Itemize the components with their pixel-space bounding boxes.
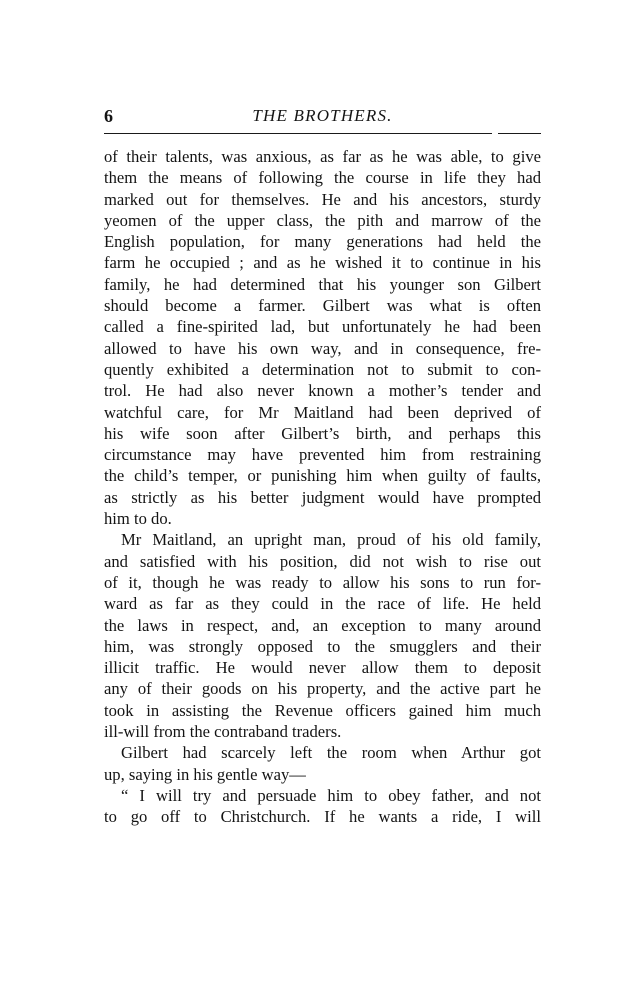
running-title: THE BROTHERS. — [252, 106, 393, 125]
text-line: up, saying in his gentle way— — [104, 764, 306, 784]
text-line: Gilbert had scarcely left the room when Arthur got — [121, 743, 541, 763]
text-line: English population, for many generations had held the — [104, 232, 541, 252]
text-line: watchful care, for Mr Maitland had been deprived of — [104, 402, 541, 422]
text-line: the child’s temper, or punishing him when guilty of faults, — [104, 466, 541, 486]
text-line: farm he occupied ; and as he wished it to continue in his — [104, 253, 541, 273]
header-rule — [104, 133, 492, 134]
text-line: of it, though he was ready to allow his sons to run for- — [104, 572, 541, 592]
text-line: of their talents, was anxious, as far as he was able, to give — [104, 147, 541, 166]
text-line: family, he had determined that his younger son Gilbert — [104, 274, 541, 294]
text-line: yeomen of the upper class, the pith and marrow of the — [104, 210, 541, 230]
text-line: took in assisting the Revenue officers gained him much — [104, 700, 541, 720]
text-line: any of their goods on his property, and the active part he — [104, 679, 541, 699]
text-line: the laws in respect, and, an exception to many around — [104, 615, 541, 635]
text-line: illicit traffic. He would never allow them to deposit — [104, 658, 541, 678]
text-line: them the means of following the course in life they had — [104, 168, 541, 188]
body-text — [104, 146, 541, 828]
text-line: marked out for themselves. He and his ancestors, sturdy — [104, 189, 541, 209]
page-number: 6 — [104, 106, 113, 126]
text-line: should become a farmer. Gilbert was what is often — [104, 296, 541, 316]
text-line: allowed to have his own way, and in consequence, fre- — [104, 338, 541, 358]
text-line: him, was strongly opposed to the smugglers and their — [104, 636, 541, 656]
text-line: ill-will from the contraband traders. — [104, 722, 342, 742]
text-line: and satisfied with his position, did not wish to rise out — [104, 551, 541, 571]
header-rule-short — [498, 133, 541, 134]
text-line: Mr Maitland, an upright man, proud of his old family, — [121, 530, 541, 550]
text-line: ward as far as they could in the race of life. He held — [104, 594, 541, 614]
text-line: “ I will try and persuade him to obey father, and not — [121, 785, 541, 805]
text-line: called a fine-spirited lad, but unfortunately he had been — [104, 317, 541, 337]
text-line: trol. He had also never known a mother’s tender and — [104, 381, 541, 401]
text-line: him to do. — [104, 509, 172, 529]
text-line: quently exhibited a determination not to submit to con- — [104, 359, 541, 379]
running-head — [104, 104, 541, 128]
text-line: circumstance may have prevented him from restraining — [104, 445, 541, 465]
text-line: as strictly as his better judgment would have prompted — [104, 487, 541, 507]
text-line: his wife soon after Gilbert’s birth, and perhaps this — [104, 423, 541, 443]
text-line: to go off to Christchurch. If he wants a ride, I will — [104, 807, 541, 827]
